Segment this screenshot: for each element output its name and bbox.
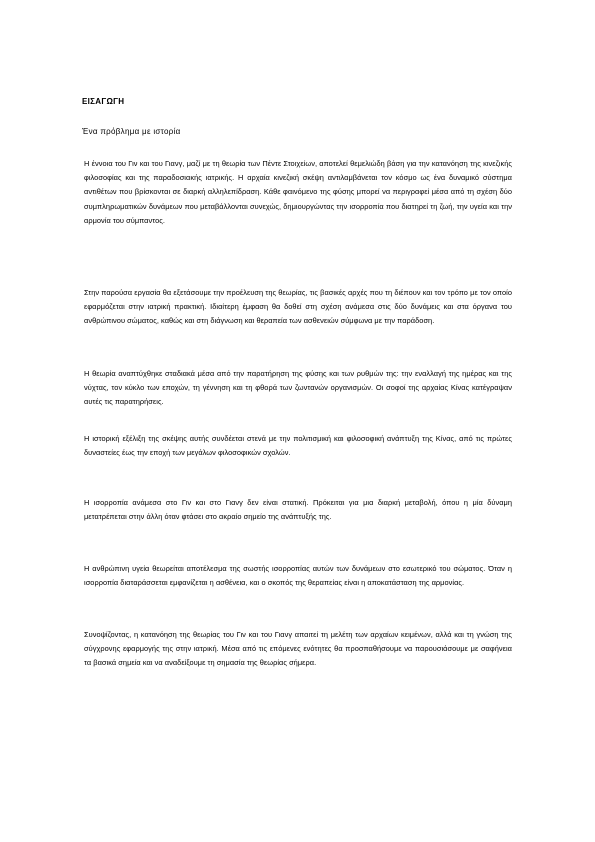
body-paragraph: Συνοψίζοντας, η κατανόηση της θεωρίας του Γιν και του Γιανγ απαιτεί τη μελέτη των αρχαίων κειμένων, αλλά και τη γνώση της σύγχρονης εφαρμογής της στην ιατρική. Μέσα από τις επόμενες ενότητες θα προσπαθήσουμε να παρουσιάσουμε με σαφήνεια τα βασικά σημεία και να αναδείξουμε τη σημασία της θεωρίας σήμερα. — [84, 630, 512, 668]
body-paragraph: Η ιστορική εξέλιξη της σκέψης αυτής συνδέεται στενά με την πολιτισμική και φιλοσοφική ανάπτυξη της Κίνας, από τις πρώτες δυναστείες έως την εποχή των μεγάλων φιλοσοφικών σχολών. — [84, 434, 512, 458]
body-paragraph: Η ισορροπία ανάμεσα στο Γιν και στο Γιανγ δεν είναι στατική. Πρόκειται για μια διαρκή μεταβολή, όπου η μία δύναμη μετατρέπεται στην άλλη όταν φτάσει στο ακραίο σημείο της ανάπτυξής της. — [84, 498, 512, 522]
body-paragraph: Η θεωρία αναπτύχθηκε σταδιακά μέσα από την παρατήρηση της φύσης και των ρυθμών της: την εναλλαγή της ημέρας και της νύχτας, τον κύκλο των εποχών, τη γέννηση και τη φθορά των ζωντανών οργανισμών. Οι σοφοί της αρχαίας Κίνας κατέγραψαν αυτές τις παρατηρήσεις. — [84, 369, 512, 407]
body-paragraph: Η έννοια του Γιν και του Γιανγ, μαζί με τη θεωρία των Πέντε Στοιχείων, αποτελεί θεμελιώδη βάση για την κατανόηση της κινεζικής φιλοσοφίας και της παραδοσιακής ιατρικής. Η αρχαία κινεζική σκέψη αντιλαμβάνεται τον κόσμο ως ένα δυναμικό σύστημα αντιθέτων που βρίσκονται σε διαρκή αλληλεπίδραση. Κάθε φαινόμενο της φύσης μπορεί να περιγραφεί μέσα από τη σχέση δύο συμπληρωματικών δυνάμεων που μεταβάλλονται συνεχώς, δημιουργώντας την ισορροπία που διατηρεί τη ζωή, την υγεία και την αρμονία του σύμπαντος. — [84, 159, 512, 225]
document-subheading: Ένα πρόβλημα με ιστορία — [82, 127, 181, 136]
body-paragraph: Η ανθρώπινη υγεία θεωρείται αποτέλεσμα της σωστής ισορροπίας αυτών των δυνάμεων στο εσωτερικό του σώματος. Όταν η ισορροπία διαταράσσεται εμφανίζεται η ασθένεια, και ο σκοπός της θεραπείας είναι η αποκατάσταση της αρμονίας. — [84, 564, 512, 588]
document-heading: ΕΙΣΑΓΩΓΗ — [82, 97, 125, 106]
body-paragraph: Στην παρούσα εργασία θα εξετάσουμε την προέλευση της θεωρίας, τις βασικές αρχές που τη διέπουν και τον τρόπο με τον οποίο εφαρμόζεται στην ιατρική πρακτική. Ιδιαίτερη έμφαση θα δοθεί στη σχέση ανάμεσα στις δύο δυνάμεις και στα όργανα του ανθρώπινου σώματος, καθώς και στη διάγνωση και θεραπεία των ασθενειών σύμφωνα με την παράδοση. — [84, 288, 512, 326]
